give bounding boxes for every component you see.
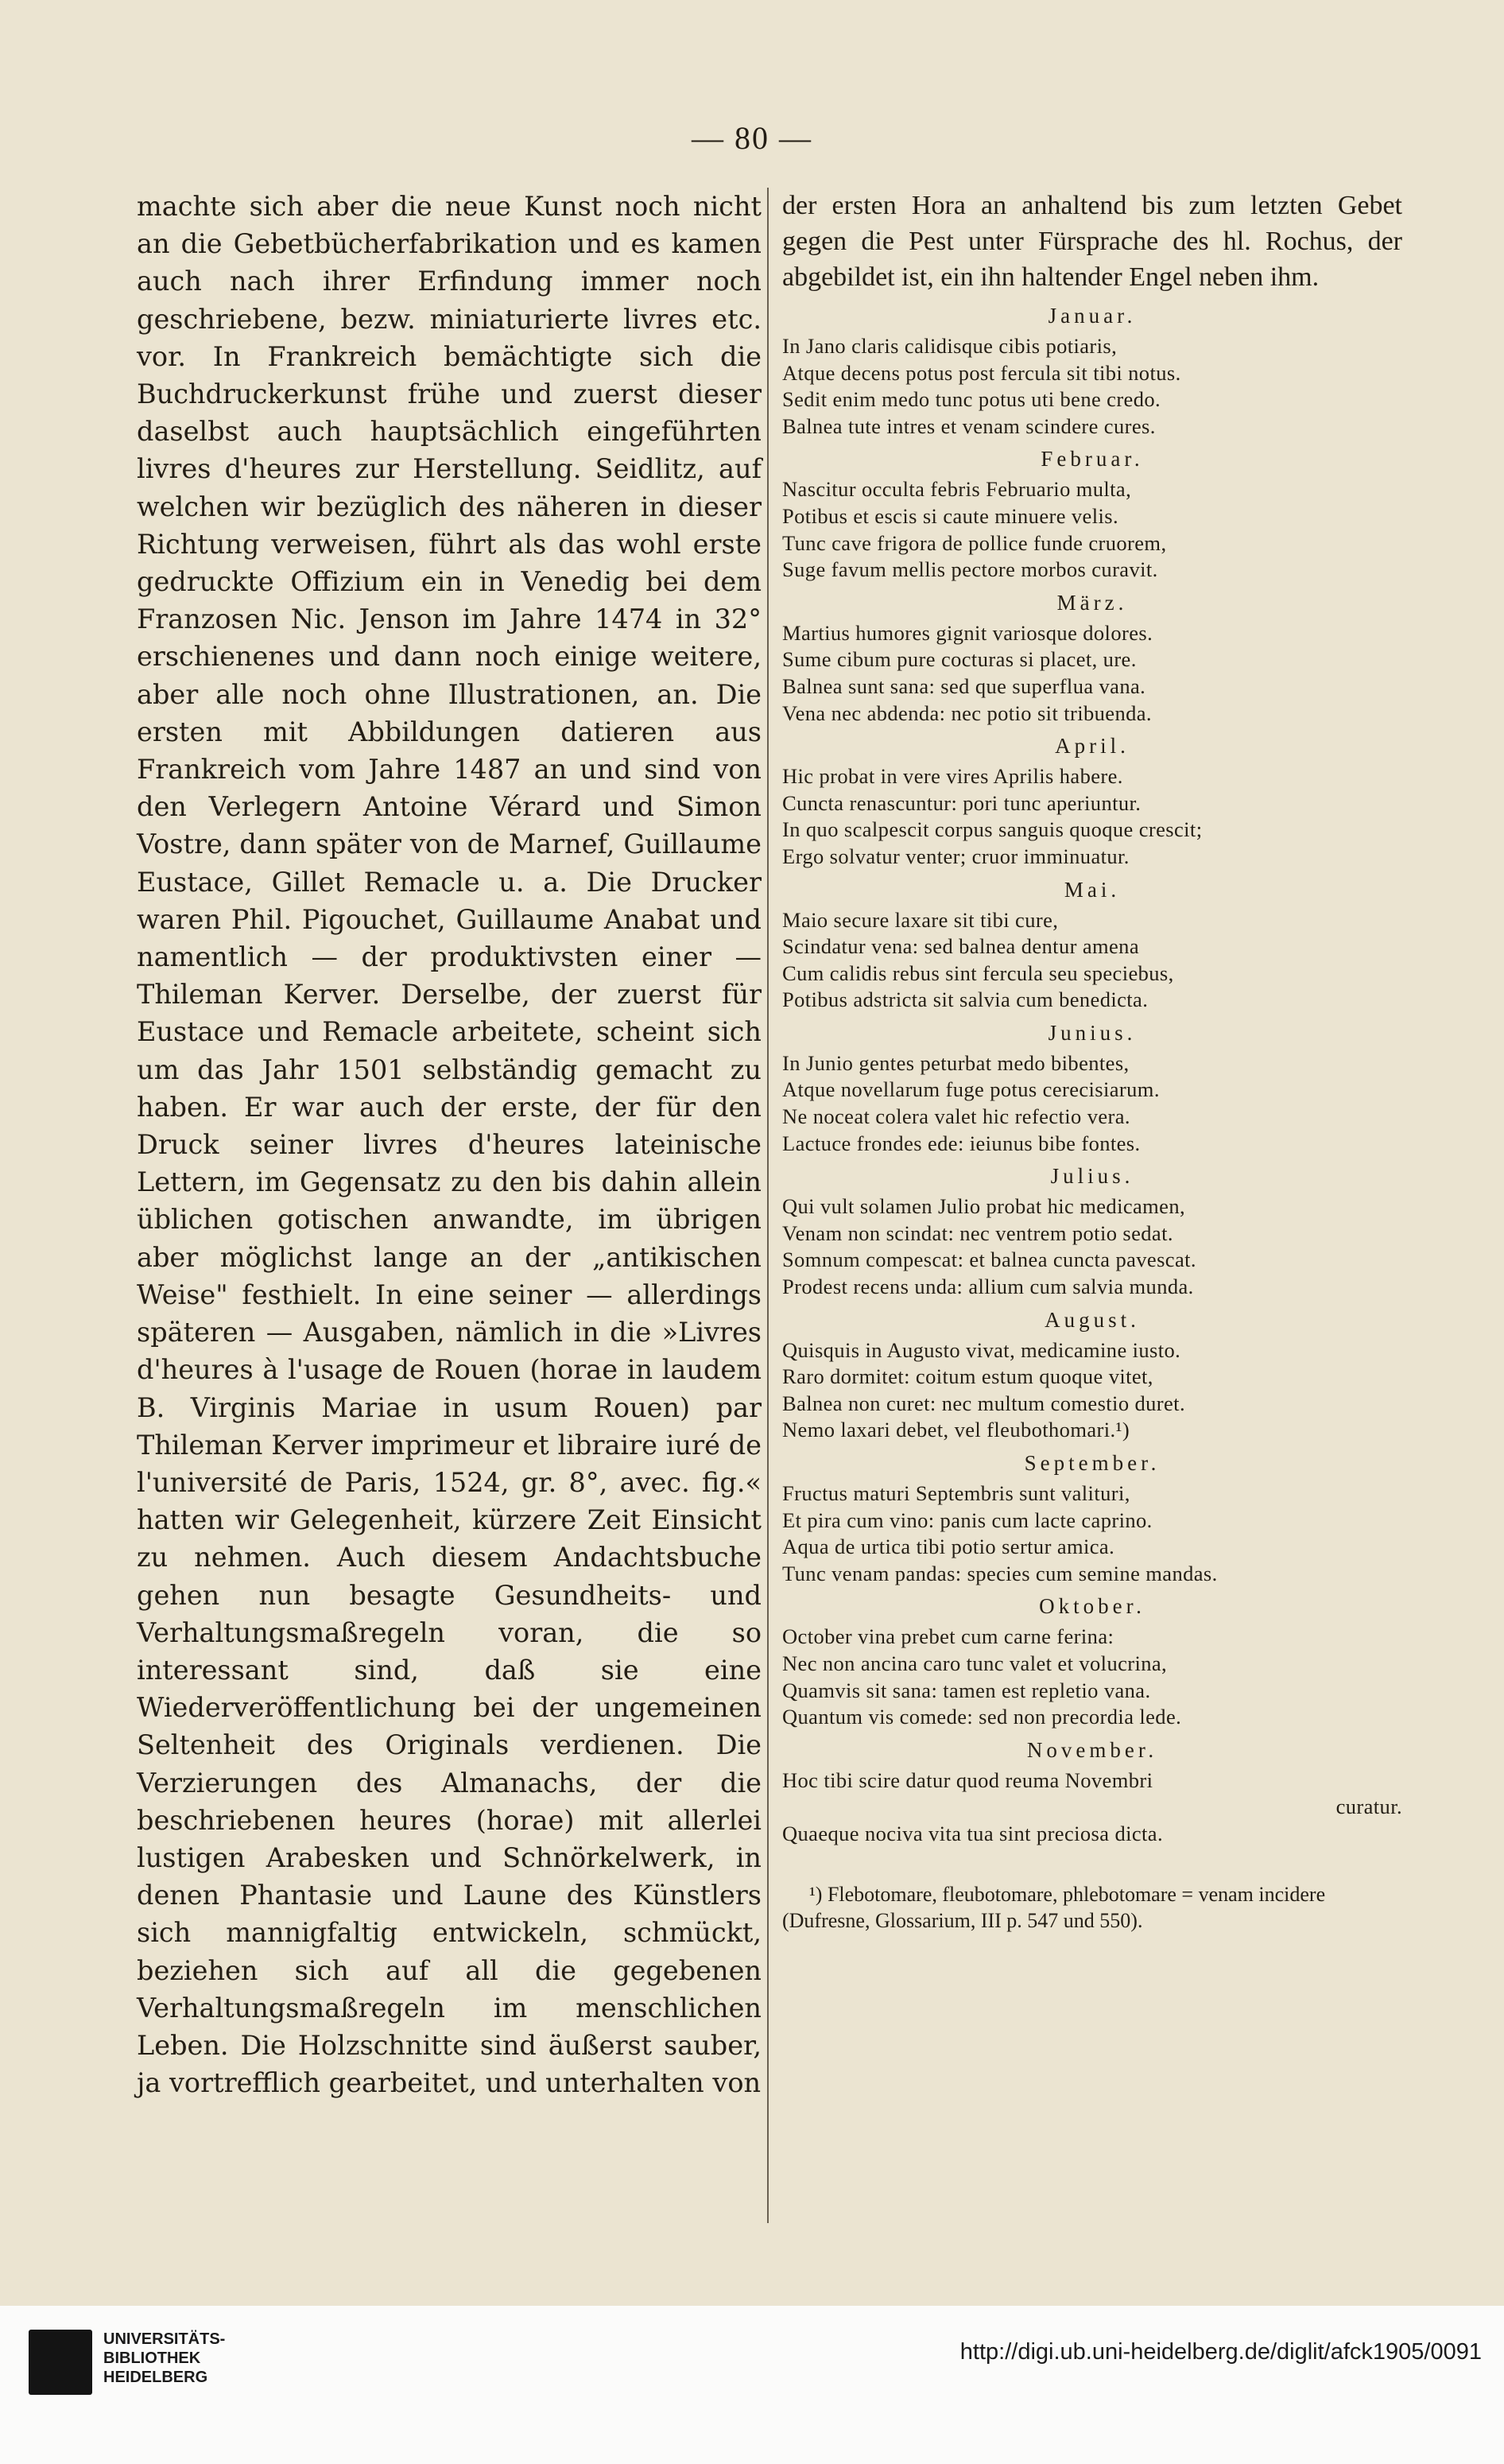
- verse-line: Potibus adstricta sit salvia cum benedicta.: [782, 988, 1149, 1012]
- verse-line: Ergo solvatur venter; cruor imminuatur.: [782, 844, 1130, 868]
- library-name-line-1: UNIVERSITÄTS-: [103, 2330, 226, 2348]
- verse-line: Nemo laxari debet, vel fleubothomari.¹): [782, 1418, 1130, 1442]
- verse-line: Cuncta renascuntur: pori tunc aperiuntur.: [782, 790, 1142, 815]
- verse-line: Cum calidis rebus sint fercula seu speciebus,: [782, 960, 1174, 985]
- right-column: [782, 188, 1402, 1954]
- month-section: [782, 1447, 1402, 1587]
- month-section: [782, 730, 1402, 870]
- verse-line: Aqua de urtica tibi potio sertur amica.: [782, 1535, 1115, 1559]
- month-title: Junius.: [1048, 1020, 1137, 1045]
- calendar-verses: [782, 300, 1402, 1848]
- left-column-text: machte sich aber die neue Kunst noch nicht an die Gebetbücherfabrikation und es kamen auch nach ihrer Erfindung immer noch geschriebene, bezw. miniaturierte livres etc. vor. In Frankreich bemächtigte sich die Buchdruckerkunst frühe und zuerst dieser daselbst auch hauptsächlich eingeführten livres d'heures zur Herstellung. Seidlitz, auf welchen wir bezüglich des näheren in dieser Richtung verweisen, führt als das wohl erste gedruckte Offizium ein in Venedig bei dem Franzosen Nic. Jenson im Jahre 1474 in 32° erschienenes und dann noch einige weitere, aber alle noch ohne Illustrationen, an. Die ersten mit Abbildungen datieren aus Frankreich vom Jahre 1487 an und sind von den Verlegern Antoine Vérard und Simon Vostre, dann später von de Marnef, Guillaume Eustace, Gillet Remacle u. a. Die Drucker waren Phil. Pigouchet, Guillaume Anabat und namentlich — der produktivsten einer — Thileman Kerver. Derselbe, der zuerst für Eustace und Remacle arbeitete, scheint sich um das Jahr 1501 selbständig gemacht zu haben. Er war auch der erste, der für den Druck seiner livres d'heures lateinische Lettern, im Gegensatz zu den bis dahin allein üblichen gotischen anwandte, im übrigen aber möglichst lange an der „antikischen Weise" festhielt. In eine seiner — allerdings späteren — Ausgaben, nämlich in die »Livres d'heures à l'usage de Rouen (horae in laudem B. Virginis Mariae in usum Rouen) par Thileman Kerver imprimeur et libraire iuré de l'université de Paris, 1524, gr. 8°, avec. fig.« hatten wir Gelegenheit, kürzere Zeit Einsicht zu nehmen. Auch diesem Andachtsbuche gehen nun besagte Gesundheits- und Verhaltungsmaßregeln voran, die so interessant sind, daß sie eine Wiederveröffentlichung bei der ungemeinen Seltenheit des Originals verdienen. Die Verzierungen des Almanachs, der die beschriebenen heures (horae) mit allerlei lustigen Arabesken und Schnörkelwerk, in denen Phantasie und Laune des Künstlers sich mannigfaltig entwickeln, schmückt, beziehen sich auf all die gegebenen Verhaltungsmaßregeln im menschlichen Leben. Die Holzschnitte sind äußerst sauber, ja vortrefflich gearbeitet, und unterhalten von: [137, 191, 762, 2099]
- verse-line: In Jano claris calidisque cibis potiaris,: [782, 334, 1118, 358]
- month-section: [782, 1734, 1402, 1848]
- verse-line: Somnum compescat: et balnea cuncta pavescat.: [782, 1248, 1196, 1272]
- month-title: Julius.: [1050, 1164, 1134, 1189]
- month-title: April.: [1055, 734, 1130, 759]
- month-title: Januar.: [1048, 304, 1137, 328]
- verse-line: curatur.: [1335, 1795, 1402, 1819]
- month-section: [782, 1160, 1402, 1300]
- footer-bar: [0, 2306, 1504, 2464]
- month-section: [782, 587, 1402, 727]
- verse-line: Quisquis in Augusto vivat, medicamine iusto.: [782, 1337, 1181, 1362]
- right-column-intro: der ersten Hora an anhaltend bis zum letzten Gebet gegen die Pest unter Fürsprache des hl. Rochus, der abgebildet ist, ein ihn haltender Engel neben ihm.: [782, 191, 1402, 292]
- library-name: [103, 2330, 225, 2387]
- column-divider: [767, 188, 769, 2223]
- page-number: — 80 —: [692, 120, 812, 156]
- library-name-line-2: BIBLIOTHEK: [103, 2350, 201, 2367]
- verse-line: Hoc tibi scire datur quod reuma Novembri: [782, 1767, 1153, 1792]
- month-title: August.: [1045, 1307, 1140, 1332]
- verse-line: October vina prebet cum carne ferina:: [782, 1624, 1114, 1649]
- month-title: November.: [1026, 1737, 1158, 1762]
- verse-line: Quantum vis comede: sed non precordia lede.: [782, 1705, 1182, 1729]
- verse-line: Suge favum mellis pectore morbos curavit.: [782, 557, 1158, 582]
- verse-line: Quamvis sit sana: tamen est repletio vana.: [782, 1678, 1151, 1702]
- verse-line: In quo scalpescit corpus sanguis quoque crescit;: [782, 817, 1203, 842]
- verse-line: Prodest recens unda: allium cum salvia munda.: [782, 1275, 1194, 1299]
- month-title: Mai.: [1064, 877, 1121, 902]
- footnote: ¹) Flebotomare, fleubotomare, phlebotomare = venam incidere (Dufresne, Glossarium, III p. 547 und 550).: [782, 1882, 1326, 1932]
- source-url-link[interactable]: http://digi.ub.uni-heidelberg.de/diglit/afck1905/0091: [959, 2339, 1482, 2365]
- month-title: März.: [1056, 590, 1128, 615]
- verse-line: Tunc venam pandas: species cum semine mandas.: [782, 1561, 1218, 1585]
- verse-line: Sume cibum pure cocturas si placet, ure.: [782, 647, 1137, 672]
- month-section: [782, 443, 1402, 583]
- verse-line: Potibus et escis si caute minuere velis.: [782, 503, 1118, 528]
- verse-line: Lactuce frondes ede: ieiunus bibe fontes.: [782, 1131, 1141, 1155]
- verse-line: Nascitur occulta febris Februario multa,: [782, 477, 1132, 502]
- verse-line: Balnea sunt sana: sed que superflua vana.: [782, 673, 1146, 698]
- month-section: [782, 1590, 1402, 1730]
- verse-line: Martius humores gignit variosque dolores.: [782, 620, 1153, 645]
- verse-line: Scindatur vena: sed balnea dentur amena: [782, 934, 1139, 959]
- month-section: [782, 1017, 1402, 1157]
- verse-line: Tunc cave frigora de pollice funde cruorem,: [782, 530, 1167, 555]
- verse-line: Qui vult solamen Julio probat hic medicamen,: [782, 1194, 1186, 1219]
- verse-line: Ne noceat colera valet hic refectio vera.: [782, 1104, 1130, 1129]
- month-title: Februar.: [1041, 447, 1144, 471]
- university-logo-icon: [29, 2330, 92, 2395]
- verse-line: Fructus maturi Septembris sunt valituri,: [782, 1481, 1130, 1505]
- month-title: September.: [1024, 1451, 1161, 1475]
- month-title: Oktober.: [1039, 1594, 1145, 1619]
- verse-line: Atque novellarum fuge potus cerecisiarum.: [782, 1077, 1160, 1102]
- verse-line: Balnea tute intres et venam scindere cures.: [782, 413, 1156, 438]
- verse-line: In Junio gentes peturbat medo bibentes,: [782, 1050, 1130, 1075]
- verse-line: Balnea non curet: nec multum comestio duret.: [782, 1391, 1185, 1415]
- verse-line: Venam non scindat: nec ventrem potio sedat.: [782, 1220, 1173, 1245]
- verse-line: Et pira cum vino: panis cum lacte caprino.: [782, 1508, 1153, 1532]
- verse-line: Quaeque nociva vita tua sint preciosa dicta.: [782, 1821, 1163, 1845]
- month-section: [782, 1304, 1402, 1444]
- verse-line: Nec non ancina caro tunc valet et volucrina,: [782, 1651, 1168, 1675]
- month-section: [782, 300, 1402, 440]
- verse-line: Vena nec abdenda: nec potio sit tribuenda.: [782, 700, 1152, 725]
- verse-line: Sedit enim medo tunc potus uti bene credo.: [782, 387, 1161, 412]
- verse-line: Atque decens potus post fercula sit tibi notus.: [782, 360, 1181, 385]
- left-column: [137, 188, 762, 2101]
- verse-line: Hic probat in vere vires Aprilis habere.: [782, 764, 1123, 789]
- verse-line: Raro dormitet: coitum estum quoque vitet,: [782, 1364, 1153, 1389]
- verse-line: Maio secure laxare sit tibi cure,: [782, 907, 1059, 932]
- library-name-line-3: HEIDELBERG: [103, 2369, 208, 2386]
- month-section: [782, 874, 1402, 1014]
